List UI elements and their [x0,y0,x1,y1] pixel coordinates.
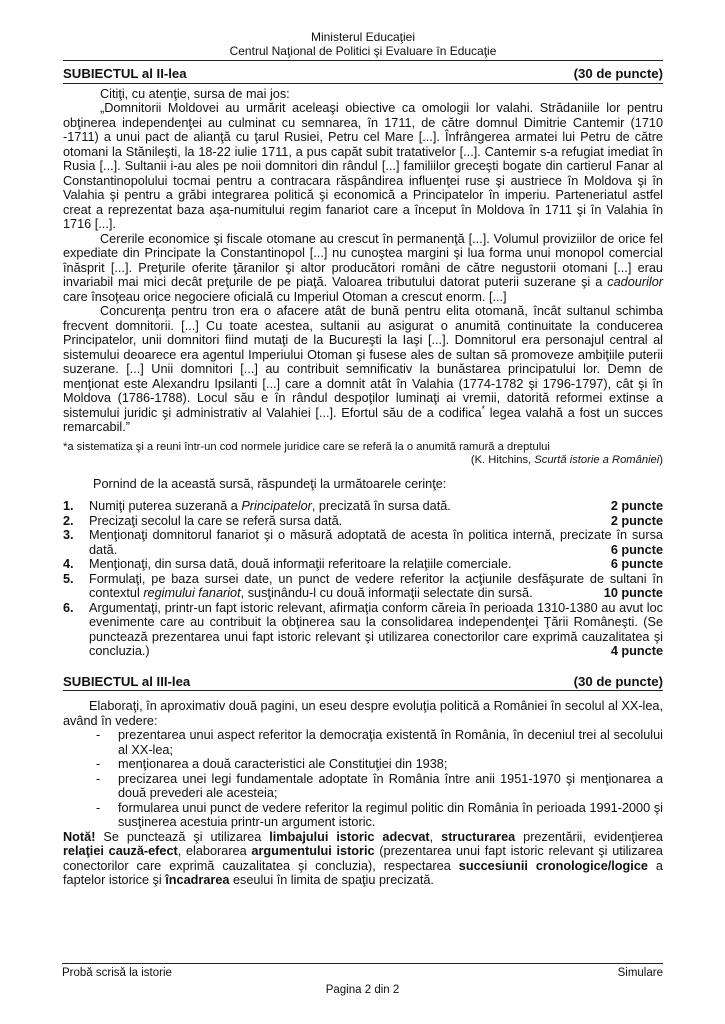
footer-simulare-label: Simulare [617,967,663,979]
essay-bullet-4 [63,801,663,830]
source-paragraph-2 [63,232,663,305]
points-label: 2 puncte [610,513,663,528]
points-label: 6 puncte [610,542,663,557]
requirement-number: 5. [63,571,74,586]
requirement-text [89,528,663,557]
footnote-marker: * [481,403,486,414]
requirements-list [63,499,663,659]
essay-bullet-3 [63,772,663,801]
requirement-text-part: , susţinându-l cu două informaţii selectate din sursă. [240,586,533,600]
requirement-text-part: Formulaţi, pe baza sursei date, un punct de vedere referitor la acţiunile desfăşurate de sultani în contextul [89,571,663,600]
requirement-text [89,601,663,659]
essay-bullet-list [63,728,663,830]
requirement-text-part: Argumentaţi, printr-un fapt istoric relevant, afirmaţia conform căreia în perioada 1310-1380 au avut loc evenimente care au contribuit la obţinerea sau la consolidarea independenţei Ţării Româneşti. (Se punctează prezentarea unui fapt istoric relevant şi utilizarea conectorilor care exprimă cauzalitatea şi concluzia.) [89,600,663,658]
source-italic-term: cadourilor [607,275,663,289]
requirement-italic-term: Principatelor [241,499,312,513]
requirement-text-part: Numiţi puterea suzerană a [89,499,242,513]
nota-text: Se punctează şi utilizarea [95,829,270,844]
essay-instruction: Elaboraţi, în aproximativ două pagini, un eseu despre evoluţia politică a României în secolul al XX-lea, având în vedere: [63,699,663,728]
nota-bold-term: încadrarea [165,873,230,887]
requirement-number: 3. [63,528,74,542]
requirement-number: 2. [63,513,74,528]
requirement-text [89,514,663,529]
footer-page-number: Pagina 2 din 2 [325,984,400,996]
source-paragraph-3 [63,304,663,435]
source-citation [63,454,663,468]
citation-author: (K. Hitchins, [470,454,535,466]
subject2-header [63,67,663,84]
essay-bullet-2 [63,757,663,772]
requirement-italic-term: regimului fanariot [143,586,241,600]
requirement-text-part: Precizaţi secolul la care se referă sursa dată. [89,513,343,528]
nota-text: prezentării, evidenţierea [515,829,663,844]
bullet-text: formularea unui punct de vedere referitor la regimul politic din România în perioada 1991-2000 şi susţinerea acestuia printr-un argument istoric. [118,800,663,829]
source-paragraph-1: „Domnitorii Moldovei au urmărit aceleaşi obiective ca omologii lor valahi. Strădaniile lor pentru obţinerea independenţei au culminat cu semnarea, în 1711, de către domnul Dimitrie Cantemir (1710 -1711) a unui pact de alianţă cu ţarul Rusiei, Petru cel Mare [...]. Înfrângerea armatei lui Petru de către otomani la Stănileşti, la 18-22 iulie 1711, a pus capăt subit tratativelor [...]. Cantemir s-a refugiat imediat în Rusia [...]. Sultanii i-au ales pe noii domnitori din rândul [...] familiilor greceşti bogate din cartierul Fanar al Constantinopolului tocmai pentru a contracara răspândirea influenţei ruse şi austriece în Moldova şi în Valahia şi pentru a grăbi integrarea politică şi economică a Principatelor în imperiu. Parteneriatul astfel creat a reprezentat baza aşa-numitului regim fanariot care a început în Moldova în 1711 şi în Valahia în 1716 [...]. [63,101,663,231]
dash-bullet: - [96,757,101,771]
footnote-definition: *a sistematiza şi a reuni într-un cod normele juridice care se referă la o anumită ramură a dreptului [63,440,550,453]
requirement-3 [63,528,663,557]
nota-text: a faptelor istorice şi [63,858,663,887]
ministry-name: Ministerul Educaţiei [310,30,416,44]
requirement-number: 1. [63,499,74,513]
points-label: 2 puncte [610,499,663,513]
requirement-text-part: , precizată în sursa dată. [311,499,451,513]
requirement-2 [63,514,663,529]
nota-text: eseului în limita de spaţiu precizată. [229,873,434,887]
requirement-4 [63,557,663,572]
subject3-points: (30 de puncte) [573,673,663,689]
dash-bullet: - [96,728,101,742]
bullet-text: menţionarea a două caracteristici ale Constituţiei din 1938; [118,757,448,771]
nota-bold-term: succesiunii cronologice/logice [458,858,648,873]
nota-paragraph [63,830,663,888]
subject2-title: SUBIECTUL al II-lea [63,66,187,81]
citation-close: ) [659,454,663,466]
nota-text: (prezentarea unui fapt istoric relevant şi utilizarea conectorilor care exprimă cauzalitatea şi concluzia), respectarea [63,844,663,873]
requirement-6 [63,601,663,659]
read-instruction: Citiţi, cu atenţie, sursa de mai jos: [100,86,290,101]
requirement-text [89,499,663,514]
dash-bullet: - [96,800,101,815]
footer-exam-name: Probă scrisă la istorie [62,967,172,979]
nota-label: Notă! [63,829,96,844]
bullet-text: precizarea unei legi fundamentale adoptate în România între anii 1951-1970 şi menţionarea a două prevederi ale acesteia; [118,771,663,800]
nota-bold-term: relaţiei cauză-efect [63,844,178,858]
nota-bold-term: argumentului istoric [251,844,375,858]
requirement-text-part: Menţionaţi domnitorul fanariot şi o măsură adoptată de acesta în politica internă, precizate în sursa dată. [89,528,663,557]
subject3-header [63,675,663,692]
points-label: 4 puncte [610,644,663,658]
source-text: legea valahă a fost un succes remarcabil.” [63,405,664,434]
nota-bold-term: limbajului istoric adecvat [269,829,430,844]
dash-bullet: - [96,771,101,786]
points-label: 6 puncte [610,557,663,571]
source-text: Concurenţa pentru tron era o afacere atât de bună pentru elita otomană, încât sultanul schimba frecvent domnitorii. [...] Cu toate acestea, sultanii au asigurat o anumită continuitate la conducerea Principatelor, unii domnitori fiind mutaţi de la Bucureşti la Iaşi [...]. Domnitorul era personajul central al sistemului deoarece era agentul Imperiului Otoman şi fusese ales de sultan să promoveze ambiţiile puterii suzerane. [...] Unii domnitori [...] au contribuit semnificativ la bunăstarea principatului lor. Demn de menţionat este Alexandru Ipsilanti [...] care a domnit atât în Valahia (1774-1782 şi 1796-1797), cât şi în Moldova (1786-1788). Locul său e în rândul despoţilor luminaţi ai vremii, datorită reformei extinse a sistemului juridic şi administrativ al Valahiei [...]. Efortul său de a codifica [63,304,663,420]
requirement-text-part: Menţionaţi, din sursa dată, două informaţii referitoare la relaţiile comerciale. [89,557,512,571]
doc-header [63,30,663,58]
institution-name: Centrul Naţional de Politici şi Evaluare în Educaţie [229,44,497,58]
source-text: Cererile economice şi fiscale otomane au crescut în permanenţă [...]. Volumul proviziilor de orice fel expediate din Principate la Constantinopol [...] nu cunoştea margini şi lua forma unui monopol comercial înăsprit [...]. Preţurile oferite ţăranilor şi altor producători români de către negustorii otomani [...] erau invariabil mai mici decât preţurile de pe piaţă. Valoarea tributului datorat puterii suzerane şi a [63,231,663,289]
header-divider [63,60,663,61]
source-text: care însoţeau orice negociere oficială cu Imperiul Otoman a crescut enorm. [...] [63,289,507,304]
requirement-number: 6. [63,600,74,615]
subject3-title: SUBIECTUL al III-lea [63,673,191,689]
bullet-text: prezentarea unui aspect referitor la democraţia existentă în România, în deceniul trei al secolului al XX-lea; [118,728,663,757]
requirement-number: 4. [63,557,74,571]
requirement-1 [63,499,663,514]
nota-text: , elaborarea [177,844,252,858]
nota-bold-term: structurarea [441,829,516,844]
requirement-text [89,557,663,572]
requirement-5 [63,572,663,601]
citation-title: Scurtă istorie a României [534,454,660,466]
page-footer [62,963,663,997]
points-label: 10 puncte [603,586,663,600]
requirements-prompt: Pornind de la această sursă, răspundeţi la următoarele cerinţe: [93,476,447,491]
nota-text: , [429,829,442,844]
subject2-points: (30 de puncte) [573,66,663,81]
requirement-text [89,572,663,601]
essay-bullet-1 [63,728,663,757]
